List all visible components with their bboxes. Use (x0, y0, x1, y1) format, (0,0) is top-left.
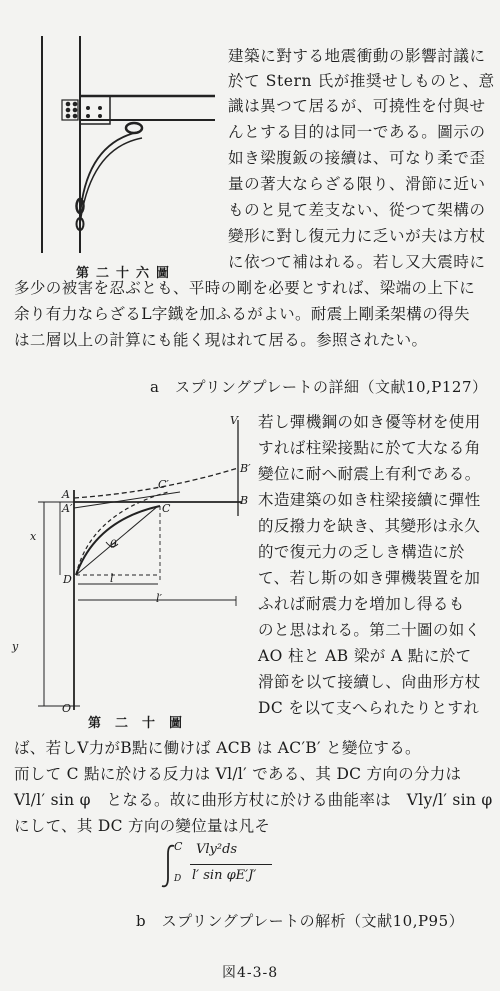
text-line: は二層以上の計算にも能く現はれて居る。参照されたい。 (14, 331, 428, 349)
text-line: 於て Stern 氏が推奨せしものと、意 (228, 72, 495, 90)
label-d: D (63, 573, 72, 586)
text-line: 變形に對し復元力に乏いが夫は方杖 (228, 227, 486, 245)
fraction-bar (190, 864, 272, 865)
label-x: x (30, 530, 37, 543)
label-b: B (240, 494, 249, 507)
label-a: A (62, 488, 70, 501)
text-line: 變位に耐へ耐震上有利である。 (258, 465, 481, 483)
label-l-prime: l′ (156, 592, 163, 605)
text-line: AO 柱と AB 梁が A 點に於て (258, 647, 472, 665)
caption-b: b スプリングプレートの解析（文献10,P95） (136, 912, 465, 930)
label-o: O (62, 702, 72, 715)
label-y: y (12, 640, 19, 653)
text-line: て、若し斯の如き彈機裝置を加 (258, 569, 481, 587)
figure-26-label: 第二十六圖 (76, 266, 177, 281)
text-line: んとする目的は同一である。圖示の (228, 123, 486, 141)
caption-a: a スプリングプレートの詳細（文献10,P127） (150, 378, 488, 396)
text-line: 滑節を以て接續し、尙曲形方杖 (258, 673, 481, 691)
text-line: ふれば耐震力を増加し得るも (258, 595, 465, 613)
label-l: l (110, 572, 114, 585)
figure-20-diagram (20, 410, 260, 730)
figure-number: 図4-3-8 (222, 965, 279, 981)
text-line: DC を以て支へられたりとすれ (258, 699, 480, 717)
label-theta: θ (110, 538, 117, 551)
label-c-prime: C′ (158, 478, 169, 491)
formula-numerator: Vly²ds (196, 842, 238, 857)
text-line: 木造建築の如き柱梁接續に彈性 (258, 491, 481, 509)
text-line: 余り有力ならざるL字鐡を加ふるがよい。耐震上剛柔架構の得失 (14, 305, 470, 323)
text-line: 如き梁腹鈑の接續は、可なり柔で歪 (228, 149, 486, 167)
formula-denominator: l′ sin φE′J′ (192, 868, 257, 883)
text-line: 而して C 點に於ける反力は Vl/l′ である、其 DC 方向の分力は (14, 765, 462, 783)
text-line: 識は異つて居るが、可撓性を付與せ (228, 97, 486, 115)
integral-lower-limit: D (174, 874, 182, 884)
text-line: 的反撥力を缺き、其變形は永久 (258, 517, 480, 535)
text-line: すれば柱梁接點に於て大なる角 (258, 439, 481, 457)
label-c: C (162, 502, 171, 515)
label-b-prime: B′ (240, 462, 251, 475)
text-line: ば、若しV力がB點に働けば ACB は AC′B′ と變位する。 (14, 739, 421, 757)
text-line: にして、其 DC 方向の變位量は凡そ (14, 817, 271, 835)
text-line: 量の著大ならざる限り、滑節に近い (228, 175, 486, 193)
text-line: Vl/l′ sin φ となる。故に曲形方杖に於ける曲能率は Vly/l′ sin φ (14, 791, 493, 809)
text-line: 多少の被害を忍ぶとも、平時の剛を必要とすれば、梁端の上下に (14, 279, 476, 297)
text-line: ものと見て差支ない、從つて架構の (228, 201, 486, 219)
figure-26-drawing (20, 28, 220, 278)
label-a-prime: A′ (62, 502, 73, 515)
text-line: に依つて補はれる。若し又大震時に (228, 253, 486, 271)
text-line: 若し彈機鋼の如き優等材を使用 (258, 413, 481, 431)
text-line: 的で復元力の乏しき構造に於 (258, 543, 465, 561)
text-line: 建築に對する地震衝動の影響討議に (228, 47, 486, 65)
label-v: V (230, 414, 238, 427)
figure-20-label: 第二十圖 (88, 716, 197, 731)
integral-upper-limit: C (174, 840, 183, 853)
text-line: のと思はれる。第二十圖の如く (258, 621, 481, 639)
